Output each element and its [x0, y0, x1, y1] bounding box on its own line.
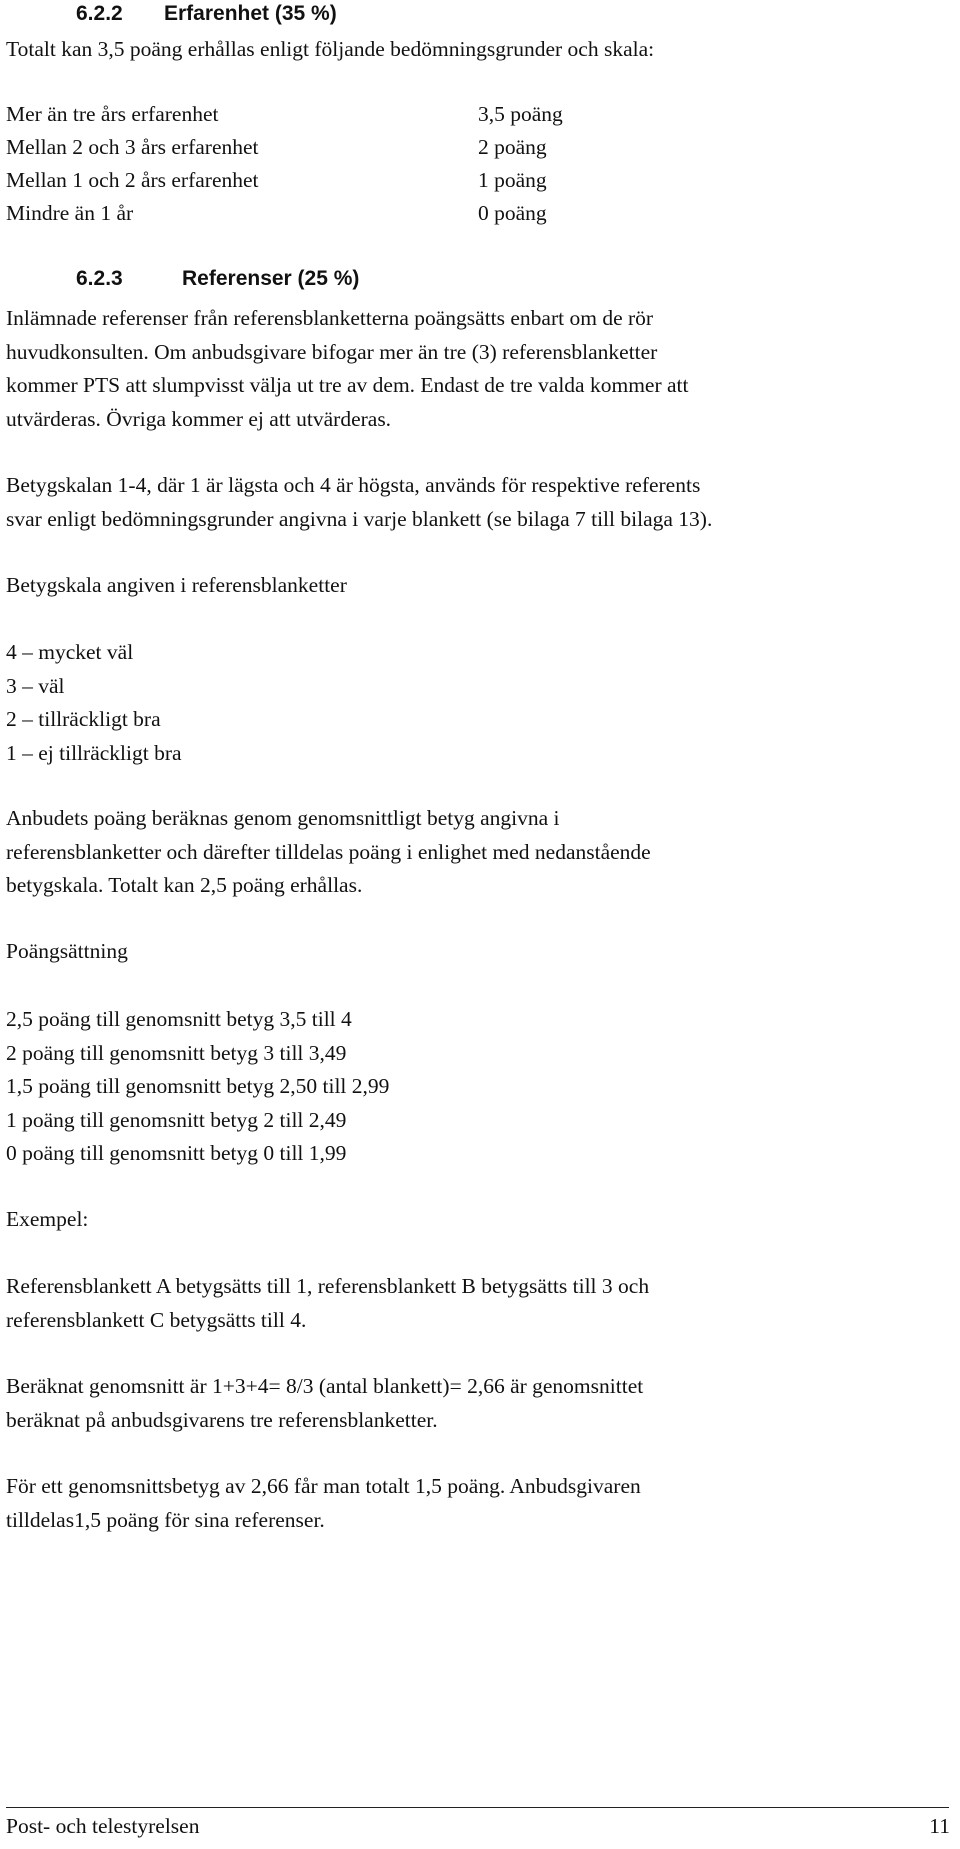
scale-points: 2 poäng: [478, 135, 547, 159]
section-622-heading: [76, 0, 337, 28]
scoring-list: [6, 1003, 389, 1171]
footer-divider: [6, 1807, 949, 1808]
scale-points: 0 poäng: [478, 201, 547, 225]
scale-points: 3,5 poäng: [478, 102, 563, 126]
grade-scale-heading: Betygskala angiven i referensblanketter: [6, 573, 347, 597]
scale-label: Mer än tre års erfarenhet: [6, 102, 219, 126]
example-paragraph-3: [6, 1470, 641, 1537]
text-line: kommer PTS att slumpvisst välja ut tre av dem. Endast de tre valda kommer att: [6, 373, 689, 397]
score-calculation-paragraph: [6, 802, 651, 903]
scale-row: [6, 168, 706, 202]
scoring-item: 0 poäng till genomsnitt betyg 0 till 1,99: [6, 1141, 347, 1165]
section-title: Erfarenhet (35 %): [164, 2, 337, 25]
grade-scale-paragraph: [6, 469, 712, 536]
scoring-item: 2,5 poäng till genomsnitt betyg 3,5 till 4: [6, 1007, 352, 1031]
scoring-item: 2 poäng till genomsnitt betyg 3 till 3,49: [6, 1040, 347, 1065]
text-line: Inlämnade referenser från referensblanketterna poängsätts enbart om de rör: [6, 306, 654, 330]
text-line: För ett genomsnittsbetyg av 2,66 får man totalt 1,5 poäng. Anbudsgivaren: [6, 1474, 641, 1498]
references-paragraph: [6, 302, 688, 436]
section-number: 6.2.2: [76, 2, 123, 25]
text-line: huvudkonsulten. Om anbudsgivare bifogar mer än tre (3) referensblanketter: [6, 339, 658, 364]
footer-organization: Post- och telestyrelsen: [6, 1814, 200, 1838]
text-line: beräknat på anbudsgivarens tre referensblanketter.: [6, 1407, 438, 1432]
text-line: referensblankett C betygsätts till 4.: [6, 1307, 307, 1332]
example-paragraph-1: [6, 1270, 649, 1337]
scale-row: [6, 201, 706, 235]
text-line: Beräknat genomsnitt är 1+3+4= 8/3 (antal blankett)= 2,66 är genomsnittet: [6, 1374, 644, 1398]
scoring-heading: Poängsättning: [6, 939, 128, 963]
scale-points: 1 poäng: [478, 168, 547, 192]
grade-item: 1 – ej tillräckligt bra: [6, 740, 182, 765]
section-623-heading: [76, 265, 359, 293]
grade-item: 4 – mycket väl: [6, 640, 134, 664]
example-heading: Exempel:: [6, 1207, 89, 1231]
text-line: svar enligt bedömningsgrunder angivna i varje blankett (se bilaga 7 till bilaga 13).: [6, 506, 713, 531]
section-number: 6.2.3: [76, 267, 123, 290]
text-line: tilldelas1,5 poäng för sina referenser.: [6, 1507, 325, 1532]
text-line: utvärderas. Övriga kommer ej att utvärderas.: [6, 406, 392, 431]
text-line: betygskala. Totalt kan 2,5 poäng erhållas.: [6, 873, 363, 897]
scoring-item: 1 poäng till genomsnitt betyg 2 till 2,49: [6, 1107, 347, 1132]
section-title: Referenser (25 %): [182, 267, 360, 290]
section-622-intro: Totalt kan 3,5 poäng erhållas enligt följande bedömningsgrunder och skala:: [6, 37, 655, 61]
text-line: Referensblankett A betygsätts till 1, referensblankett B betygsätts till 3 och: [6, 1274, 650, 1298]
scale-label: Mellan 1 och 2 års erfarenhet: [6, 168, 259, 192]
text-line: Anbudets poäng beräknas genom genomsnittligt betyg angivna i: [6, 806, 560, 830]
text-line: Betygskalan 1-4, där 1 är lägsta och 4 är högsta, används för respektive referents: [6, 473, 701, 497]
grade-list: [6, 636, 182, 770]
scale-row: [6, 135, 706, 169]
grade-item: 2 – tillräckligt bra: [6, 707, 161, 731]
scale-label: Mindre än 1 år: [6, 201, 134, 225]
document-page: [6, 0, 950, 1849]
scale-row: [6, 102, 706, 136]
example-paragraph-2: [6, 1370, 643, 1437]
grade-item: 3 – väl: [6, 673, 65, 698]
scoring-item: 1,5 poäng till genomsnitt betyg 2,50 till 2,99: [6, 1074, 390, 1098]
text-line: referensblanketter och därefter tilldelas poäng i enlighet med nedanstående: [6, 839, 651, 864]
scale-label: Mellan 2 och 3 års erfarenhet: [6, 135, 259, 159]
footer-page-number: 11: [929, 1814, 950, 1838]
